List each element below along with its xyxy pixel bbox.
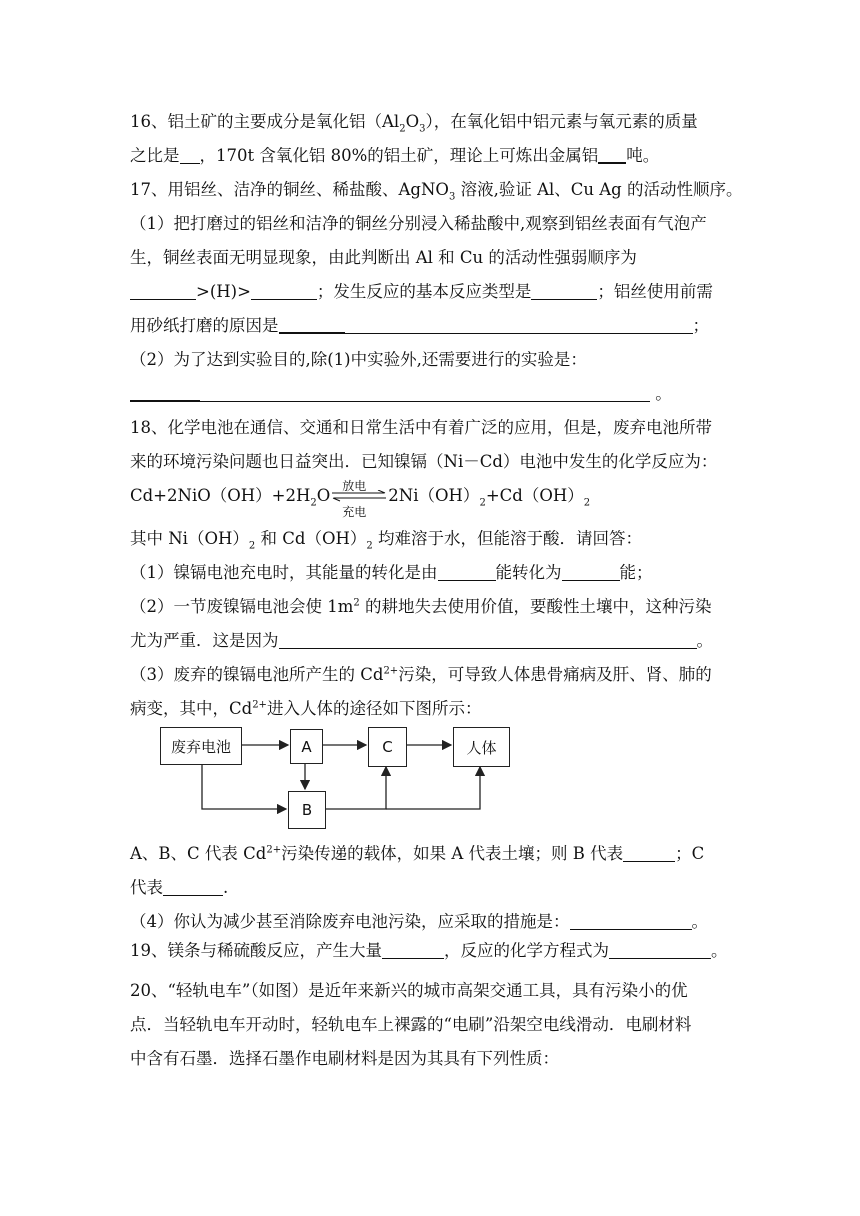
q18-abc-line-1: A、B、C 代表 $Cd^{2+}$污染传递的载体，如果 A 代表土壤；则 B 代表 ；C (130, 844, 705, 863)
q18-part-3-line-2: 病变，其中，$Cd^{2+}$进入人体的途径如下图所示： (130, 699, 482, 718)
q18-part-1: （1）镍镉电池充电时，其能量的转化是由 能转化为 能； (130, 563, 653, 582)
q18-part-2-line-1: （2）一节废镍镉电池会使 $1m^2$ 的耕地失去使用价值，要酸性土壤中，这种污染 (130, 597, 712, 616)
answer-blank[interactable] (130, 384, 200, 402)
q17-line-5: 用砂纸打磨的原因是 ； (130, 316, 709, 335)
q16-line-1: 16、铝土矿的主要成分是氧化铝$(Al_2O_3)$，在氧化铝中铝元素与氧元素的质量 (130, 112, 698, 135)
q18-line-4: 其中 $Ni(OH)_2$ 和 $Cd(OH)_2$ 均难溶于水，但能溶于酸．请回答： (130, 529, 642, 552)
answer-blank[interactable] (623, 845, 675, 862)
q18-part-4: （4）你认为减少甚至消除废弃电池污染，应采取的措施是： 。 (130, 912, 708, 931)
answer-blank[interactable] (130, 283, 196, 300)
answer-blank[interactable] (570, 913, 692, 930)
q20-line-3: 中含有石墨．选择石墨作电刷材料是因为其具有下列性质： (130, 1049, 559, 1068)
box-b: B (288, 791, 326, 829)
q18-line-2: 来的环境污染问题也日益突出．已知镍镉（Ni－Cd）电池中发生的化学反应为： (130, 452, 718, 471)
q18-part-3-line-1: （3）废弃的镍镉电池所产生的 $Cd^{2+}$污染，可导致人体患骨痛病及肝、肾、肺的 (130, 665, 712, 684)
q19-line: 19、镁条与稀硫酸反应，产生大量 ，反应的化学方程式为 。 (130, 941, 728, 960)
q16-line-2: 之比是 ，170t 含氧化铝 80%的铝土矿，理论上可炼出金属铝 吨。 (130, 146, 660, 165)
q17-line-3: 生，铜丝表面无明显现象，由此判断出 Al 和 Cu 的活动性强弱顺序为 (130, 248, 637, 267)
human-box: 人体 (453, 727, 510, 767)
answer-blank[interactable] (609, 942, 711, 959)
answer-blank[interactable] (279, 632, 697, 649)
answer-blank[interactable] (345, 317, 693, 334)
q17-line-6: （2）为了达到实验目的,除(1)中实验外,还需要进行的实验是： (130, 350, 587, 369)
answer-blank[interactable] (438, 564, 496, 581)
q20-line-1: 20、“轻轨电车”（如图）是近年来新兴的城市高架交通工具，具有污染小的优 (130, 981, 688, 1000)
answer-blank[interactable] (279, 316, 345, 334)
reversible-arrow-icon: 放电 充电 (330, 486, 388, 508)
answer-blank[interactable] (531, 283, 597, 300)
answer-blank[interactable] (562, 564, 620, 581)
answer-blank[interactable] (382, 942, 444, 959)
q17-line-4: >(H)> ；发生反应的基本反应类型是 ；铝丝使用前需 (130, 281, 713, 303)
q18-line-1: 18、化学电池在通信、交通和日常生活中有着广泛的应用，但是，废弃电池所带 (130, 418, 712, 437)
q17-line-2: （1）把打磨过的铝丝和洁净的铜丝分别浸入稀盐酸中,观察到铝丝表面有气泡产 (130, 214, 707, 233)
box-c: C (368, 727, 407, 767)
answer-blank[interactable] (200, 385, 650, 402)
answer-blank[interactable] (251, 283, 317, 300)
box-a: A (290, 729, 323, 764)
q18-abc-line-2: 代表 . (130, 878, 229, 897)
q17-line-1: 17、用铝丝、洁净的铜丝、稀盐酸、AgNO$_3$ 溶液,验证 Al、Cu Ag 的活动性顺序。 (130, 180, 743, 203)
answer-blank[interactable] (598, 146, 626, 164)
q18-equation: $Cd+2NiO(OH)+2H_2O$ 放电 充电 $2Ni(OH)_2+Cd(OH)_2$ (130, 478, 591, 519)
q17-line-7: 。 (130, 383, 672, 405)
waste-battery-box: 废弃电池 (160, 727, 242, 765)
q20-line-2: 点．当轻轨电车开动时，轻轨电车上裸露的“电刷”沿架空电线滑动．电刷材料 (130, 1015, 692, 1034)
q18-part-2-line-2: 尤为严重．这是因为 。 (130, 631, 713, 650)
answer-blank[interactable] (163, 879, 223, 896)
answer-blank[interactable] (180, 147, 200, 164)
